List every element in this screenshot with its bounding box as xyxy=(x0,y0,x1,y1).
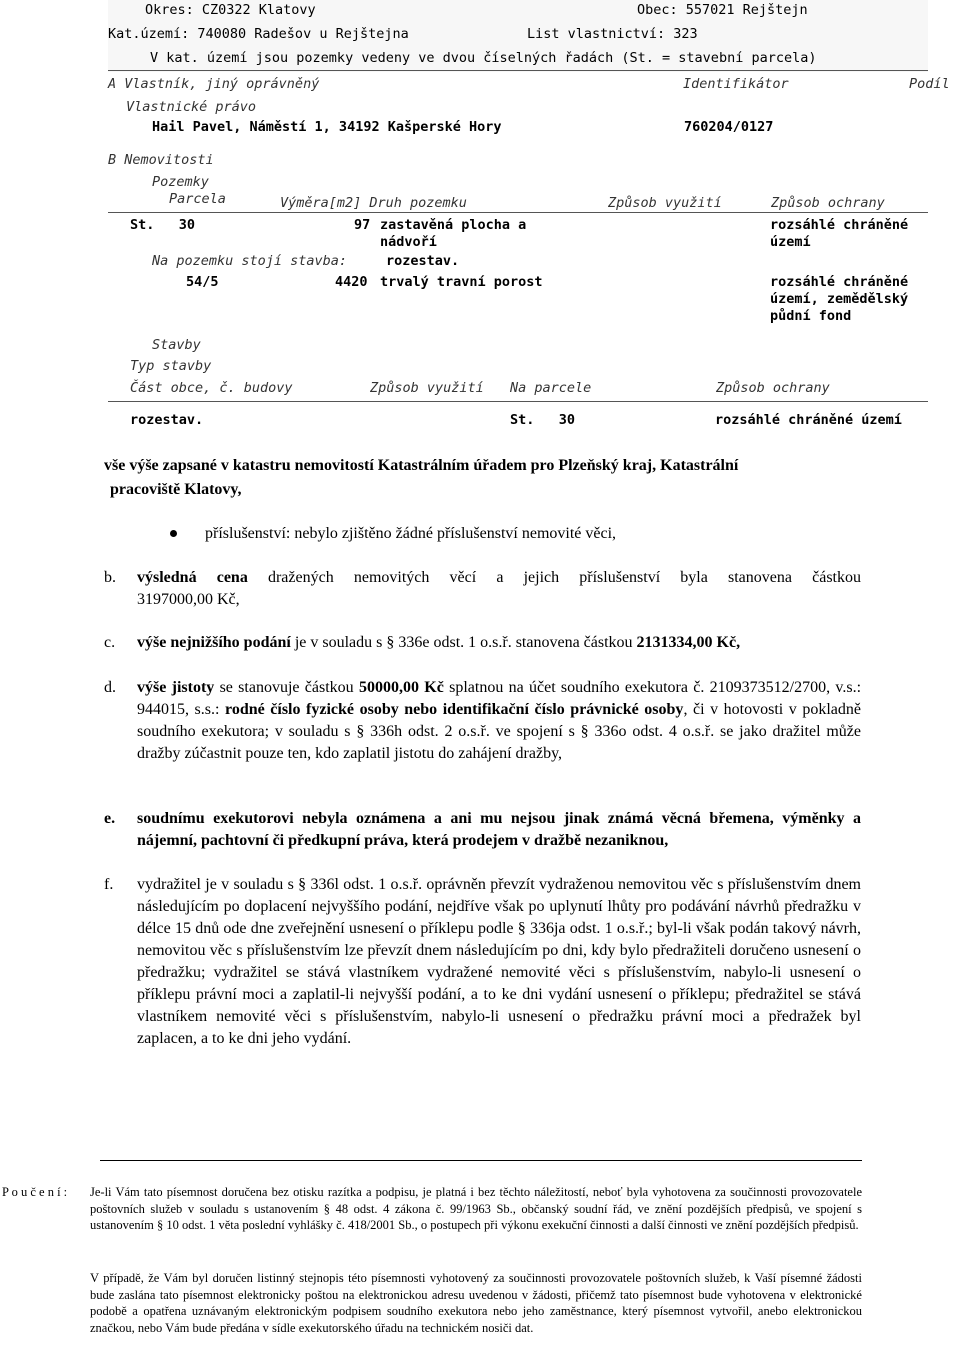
stavba-ochrana: rozsáhlé chráněné území xyxy=(715,412,902,428)
owner-name: Hail Pavel, Náměstí 1, 34192 Kašperské Hory xyxy=(152,119,502,135)
item-d-text-3: , či v hotovosti v pokladně soudního exekutora; v souladu s § 336h odst. 2 o.s.ř. ve spojení s § 336o odst. 4 o.s.ř. se jako dražitel může dražby zúčastnit pouze ten, kdo zaplatil jistotu do zahájení dražby, xyxy=(137,701,861,762)
obec: Obec: 557021 Rejštejn xyxy=(637,2,808,18)
typ-stavby-header: Typ stavby xyxy=(130,358,212,374)
stavba-value: rozestav. xyxy=(386,253,460,269)
stavba-label: Na pozemku stojí stavba: xyxy=(152,253,348,269)
divider xyxy=(108,70,928,71)
item-d-bold-2: 50000,00 Kč xyxy=(358,679,444,696)
item-c-rest: je v souladu s § 336e odst. 1 o.s.ř. stanovena částkou xyxy=(290,634,637,651)
row1-druh: zastavěná plocha a xyxy=(380,217,527,233)
zpusob-ochrany-header: Způsob ochrany xyxy=(771,195,885,211)
zpusob-vyuziti-header: Způsob využití xyxy=(608,195,722,211)
stavby-heading: Stavby xyxy=(152,337,201,353)
item-c-bold: výše nejnižšího podání xyxy=(137,634,291,651)
parcel-series-note: V kat. území jsou pozemky vedeny ve dvou číselných řadách (St. = stavební parcela) xyxy=(150,50,817,66)
cadastral-extract xyxy=(0,0,960,440)
item-c-text xyxy=(137,632,861,654)
intro-line-2: pracoviště Klatovy, xyxy=(110,481,242,498)
row2-area: 4420 xyxy=(335,274,368,290)
row2-ochrana-cont: území, zemědělský xyxy=(770,291,909,307)
cast-obce-header: Část obce, č. budovy xyxy=(130,380,293,396)
item-b-bold: výsledná cena xyxy=(137,569,248,586)
pozemky-heading: Pozemky xyxy=(152,174,209,190)
item-c-label: c. xyxy=(104,634,116,651)
row2-parcel: 54/5 xyxy=(186,274,219,290)
item-e-text: soudnímu exekutorovi nebyla oznámena a ani mu nejsou jinak známá věcná břemena, výměnky a nájemní, pachtovní či předkupní práva, která prodejem v dražbě nezaniknou, xyxy=(137,810,861,849)
pouceni-label: P o u č e n í : xyxy=(2,1185,68,1199)
okres: Okres: CZ0322 Klatovy xyxy=(145,2,316,18)
pouceni-paragraph-1: Je-li Vám tato písemnost doručena bez otisku razítka a podpisu, je platná i bez těchto náležitostí, neboť byla vyhotovena za součinnosti provozovatele poštovních služeb v souladu s ustanovením § 48 odst. 4 zákona č. 99/1963 Sb., občanský soudní řád, ve znění pozdějších předpisů, ve spojení s ustanovením § 10 odst. 1 věta poslední vyhlášky č. 418/2001 Sb., o postupech při výkonu exekuční činnosti a další činnosti ve znění pozdějších předpisů. xyxy=(90,1185,862,1232)
identifikator-header: Identifikátor xyxy=(683,76,789,92)
list-vlastnictvi: List vlastnictví: 323 xyxy=(527,26,698,42)
section-a-heading: A Vlastník, jiný oprávněný xyxy=(108,76,320,92)
row1-ochrana: rozsáhlé chráněné xyxy=(770,217,909,233)
row1-area: 97 xyxy=(354,217,371,233)
item-d-text-1: se stanovuje částkou xyxy=(214,679,359,696)
parcela-header: Parcela xyxy=(169,191,226,207)
item-f-text: vydražitel je v souladu s § 336l odst. 1 o.s.ř. oprávněn převzít vydraženou nemovitou věc s příslušenstvím dnem následujícím po doplacení nejvyššího podání, nejdříve však po uplynutí lhůty pro podávání návrhů předražku v délce 15 dnů ode dne zveřejnění usnesení o příklepu podle § 336ja odst. 1 o.s.ř.; byl-li však podán takový návrh, nemovitou věc s příslušenstvím lze převzít dnem následujícím po dni, kdy bylo předražiteli doručeno usnesení o předražku; vydražitel se stává vlastníkem vydražené nemovité věci s příslušenstvím, nabylo-li usnesení o příklepu právní moci a zaplatil-li nejvyšší podání, a to ke dni vydání usnesení o příklepu; předražitel se stává vlastníkem nemovité věci s příslušenstvím, nabylo-li usnesení o předražku právní moci a předražek byl zaplacen, a to ke dni jeho vydání. xyxy=(137,876,861,1047)
item-c-amount: 2131334,00 Kč, xyxy=(636,634,741,651)
row1-parcel: St. 30 xyxy=(130,217,196,233)
na-parcele-header: Na parcele xyxy=(510,380,592,396)
item-d-bold-1: výše jistoty xyxy=(137,679,215,696)
podil-header: Podíl xyxy=(909,76,950,92)
item-d-text-2: splatnou na účet soudního exekutora č. 2109373512/2700, v.s.: 944015, s.s.: xyxy=(137,679,862,718)
zpusob-vyuziti-header-2: Způsob využití xyxy=(370,380,484,396)
owner-id: 760204/0127 xyxy=(684,119,774,135)
pouceni-paragraph-2: V případě, že Vám byl doručen listinný stejnopis této písemnosti vyhotovený za součinnosti provozovatele poštovních služeb, k Vaší písemné žádosti bude zaslána tato písemnost elektronicky poštou na elektronickou adresu uvedenou v žádosti, přičemž tato písemnost bude vyhotovena v elektronické podobě a opatřena uznávaným elektronickým podpisem soudního exekutora nebo jeho zaměstnance, který písemnost vytvořil, anebo elektronickou značkou, nebo Vám bude předána v sídle exekutorského úřadu na technickém nosiči dat. xyxy=(90,1271,862,1335)
row2-ochrana: rozsáhlé chráněné xyxy=(770,274,909,290)
item-d-label: d. xyxy=(104,679,116,696)
item-f-label: f. xyxy=(104,876,114,893)
row2-druh: trvalý travní porost xyxy=(380,274,543,290)
bullet-icon xyxy=(170,530,177,537)
row1-ochrana-cont: území xyxy=(770,234,811,250)
stavba-type: rozestav. xyxy=(130,412,204,428)
item-d-text xyxy=(137,677,861,765)
item-b-amount: 3197000,00 Kč, xyxy=(137,591,240,608)
divider xyxy=(108,401,928,402)
item-d-bold-3: rodné číslo fyzické osoby nebo identifikační číslo právnické osoby xyxy=(225,701,684,718)
stavba-parcel: St. 30 xyxy=(510,412,576,428)
section-b-heading: B Nemovitosti xyxy=(108,152,214,168)
row2-ochrana-cont2: půdní fond xyxy=(770,308,852,324)
row1-druh-cont: nádvoří xyxy=(380,234,437,250)
item-b-text xyxy=(137,567,861,589)
vlastnicke-pravo: Vlastnické právo xyxy=(126,99,257,115)
item-b-rest: dražených nemovitých věcí a jejich příslušenství byla stanovena částkou xyxy=(247,569,862,586)
footer-divider xyxy=(100,1160,862,1161)
item-e-label: e. xyxy=(104,810,116,827)
intro-line-1: vše výše zapsané v katastru nemovitostí Katastrálním úřadem pro Plzeňský kraj, Katastrální xyxy=(104,457,739,474)
item-b-label: b. xyxy=(104,569,116,586)
divider xyxy=(108,212,928,213)
zpusob-ochrany-header-2: Způsob ochrany xyxy=(716,380,830,396)
bullet-text: příslušenství: nebylo zjištěno žádné příslušenství nemovité věci, xyxy=(205,525,617,542)
kat-uzemi: Kat.území: 740080 Radešov u Rejštejna xyxy=(108,26,409,42)
vymera-druh-header: Výměra[m2] Druh pozemku xyxy=(280,195,467,211)
